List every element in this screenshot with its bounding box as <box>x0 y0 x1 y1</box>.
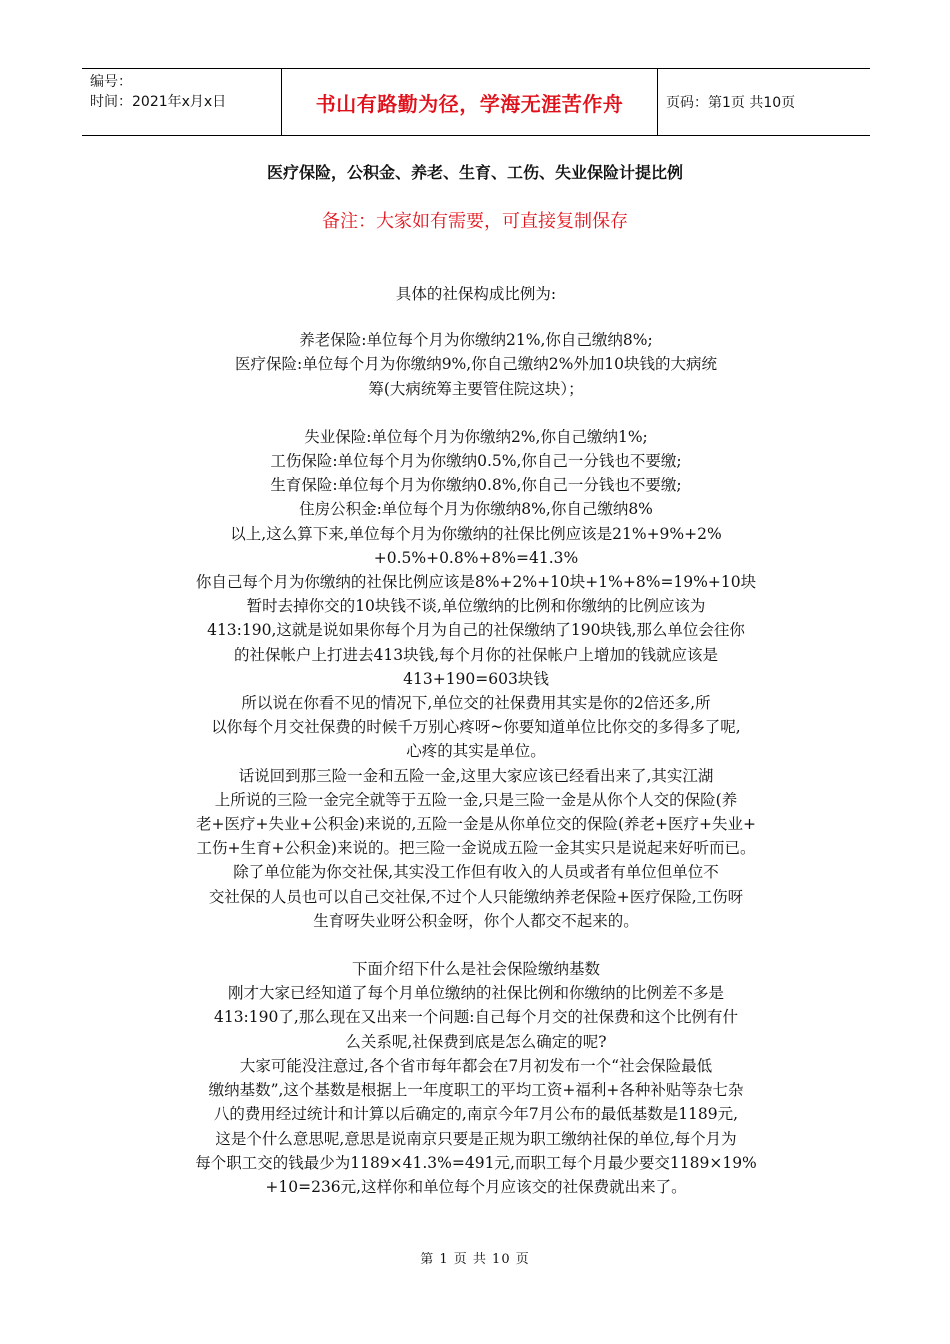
text-line: 生育呀失业呀公积金呀，你个人都交不起来的。 <box>313 911 639 930</box>
document-body <box>140 282 812 1199</box>
text-line: 每个职工交的钱最少为1189×41.3%=491元,而职工每个月最少要交1189×19% <box>195 1153 757 1172</box>
text-line: 413:190,这就是说如果你每个月为自己的社保缴纳了190块钱,那么单位会往你 <box>207 621 745 640</box>
page-footer: 第 1 页 共 10 页 <box>420 1252 530 1267</box>
text-line: 上所说的三险一金完全就等于五险一金,只是三险一金是从你个人交的保险(养 <box>214 790 738 809</box>
text-line: 下面介绍下什么是社会保险缴纳基数 <box>351 960 600 979</box>
text-line: 大家可能没注意过,各个省市每年都会在7月初发布一个“社会保险最低 <box>239 1056 713 1075</box>
text-line: 这是个什么意思呢,意思是说南京只要是正规为职工缴纳社保的单位,每个月为 <box>215 1129 737 1148</box>
text-line: 筹(大病统筹主要管住院这块）； <box>368 379 584 398</box>
document-title: 医疗保险，公积金、养老、生育、工伤、失业保险计提比例 <box>266 163 683 182</box>
text-line: 养老保险:单位每个月为你缴纳21%,你自己缴纳8%; <box>299 331 653 350</box>
text-line: 以上,这么算下来,单位每个月为你缴纳的社保比例应该是21%+9%+2% <box>230 524 722 543</box>
text-line: 么关系呢,社保费到底是怎么确定的呢? <box>345 1032 607 1051</box>
text-line: 医疗保险:单位每个月为你缴纳9%,你自己缴纳2%外加10块钱的大病统 <box>234 355 718 374</box>
text-line: 失业保险:单位每个月为你缴纳2%,你自己缴纳1%; <box>304 427 648 446</box>
date-label: 时间：2021年x月x日 <box>90 94 227 110</box>
text-line: 刚才大家已经知道了每个月单位缴纳的社保比例和你缴纳的比例差不多是 <box>227 984 724 1003</box>
text-line: 暂时去掉你交的10块钱不谈,单位缴纳的比例和你缴纳的比例应该为 <box>246 597 706 616</box>
header-table <box>82 68 870 136</box>
header-page-info: 页码：第1页 共10页 <box>666 95 796 111</box>
text-line: 413+190=603块钱 <box>403 669 549 688</box>
text-line: 缴纳基数”,这个基数是根据上一年度职工的平均工资+福利+各种补贴等杂七杂 <box>208 1081 744 1100</box>
text-line: 你自己每个月为你缴纳的社保比例应该是8%+2%+10块+1%+8%=19%+10块 <box>195 573 757 592</box>
document-note: 备注：大家如有需要，可直接复制保存 <box>322 211 628 232</box>
text-line: 生育保险:单位每个月为你缴纳0.8%,你自己一分钱也不要缴; <box>270 476 682 495</box>
paragraph-group-a <box>140 328 812 401</box>
text-line: 除了单位能为你交社保,其实没工作但有收入的人员或者有单位但单位不 <box>233 863 719 882</box>
header-meta <box>82 69 282 135</box>
text-line: 所以说在你看不见的情况下,单位交的社保费用其实是你的2倍还多,所 <box>241 694 711 713</box>
paragraph-group-c <box>140 957 812 1199</box>
text-line: 住房公积金:单位每个月为你缴纳8%,你自己缴纳8% <box>299 500 653 519</box>
text-line: 老+医疗+失业+公积金)来说的,五险一金是从你单位交的保险(养老+医疗+失业+ <box>196 815 756 834</box>
text-line: 的社保帐户上打进去413块钱,每个月你的社保帐户上增加的钱就应该是 <box>233 645 718 664</box>
text-line: +10=236元,这样你和单位每个月应该交的社保费就出来了。 <box>265 1177 687 1196</box>
intro-line: 具体的社保构成比例为: <box>395 285 557 303</box>
blank-line <box>140 401 812 425</box>
text-line: +0.5%+0.8%+8%=41.3% <box>373 548 579 567</box>
blank-line <box>140 933 812 957</box>
text-line: 心疼的其实是单位。 <box>406 742 546 761</box>
text-line: 八的费用经过统计和计算以后确定的,南京今年7月公布的最低基数是1189元, <box>213 1105 739 1124</box>
paragraph-group-b <box>140 425 812 933</box>
text-line: 交社保的人员也可以自己交社保,不过个人只能缴纳养老保险+医疗保险,工伤呀 <box>208 887 744 906</box>
text-line: 工伤保险:单位每个月为你缴纳0.5%,你自己一分钱也不要缴; <box>270 452 682 471</box>
text-line: 工伤+生育+公积金)来说的。把三险一金说成五险一金其实只是说起来好听而已。 <box>196 839 756 858</box>
text-line: 话说回到那三险一金和五险一金,这里大家应该已经看出来了,其实江湖 <box>238 766 714 785</box>
number-label: 编号： <box>90 74 132 90</box>
text-line: 以你每个月交社保费的时候千万别心疼呀~你要知道单位比你交的多得多了呢, <box>211 718 741 737</box>
text-line: 413:190了,那么现在又出来一个问题:自己每个月交的社保费和这个比例有什 <box>213 1008 739 1027</box>
header-motto: 书山有路勤为径，学海无涯苦作舟 <box>282 69 658 135</box>
